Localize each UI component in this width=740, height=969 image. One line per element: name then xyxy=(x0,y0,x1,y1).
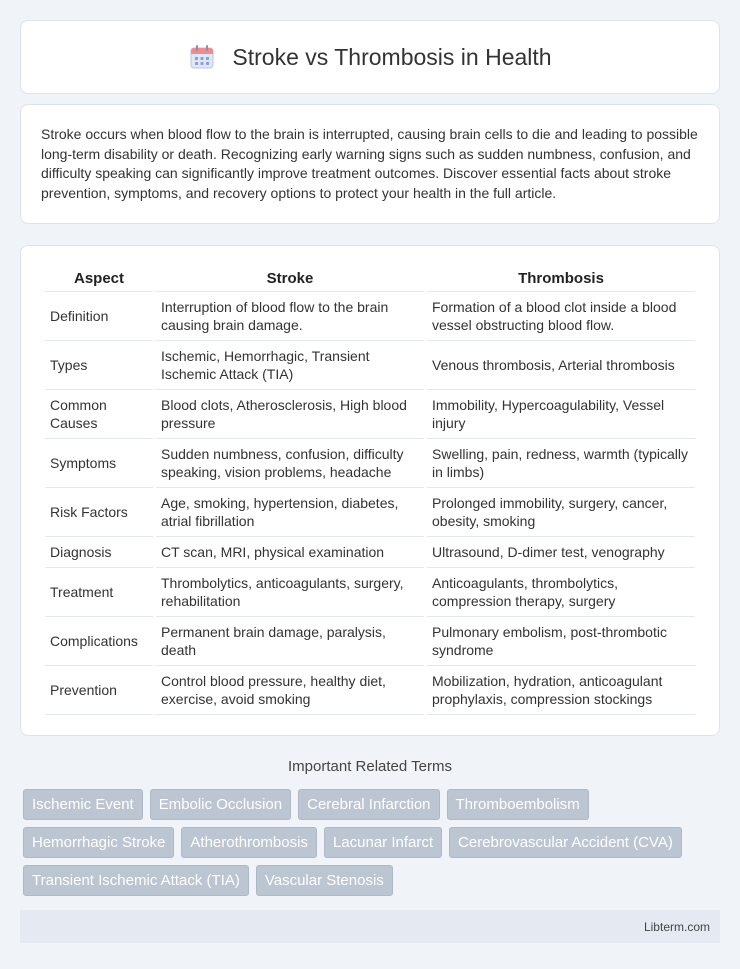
cell-thrombosis: Mobilization, hydration, anticoagulant prophylaxis, compression stockings xyxy=(427,666,695,715)
cell-aspect: Definition xyxy=(45,292,153,341)
table-row xyxy=(45,341,695,390)
cell-thrombosis: Immobility, Hypercoagulability, Vessel injury xyxy=(427,390,695,439)
cell-stroke: Age, smoking, hypertension, diabetes, atrial fibrillation xyxy=(156,488,424,537)
table-row xyxy=(45,390,695,439)
term-tag[interactable]: Transient Ischemic Attack (TIA) xyxy=(23,865,249,896)
term-tag[interactable]: Cerebrovascular Accident (CVA) xyxy=(449,827,682,858)
header-thrombosis: Thrombosis xyxy=(427,266,695,292)
table-header-row xyxy=(45,266,695,292)
cell-stroke: Permanent brain damage, paralysis, death xyxy=(156,617,424,666)
header-aspect: Aspect xyxy=(45,266,153,292)
related-terms-title: Important Related Terms xyxy=(288,758,452,775)
cell-aspect: Complications xyxy=(45,617,153,666)
calendar-icon xyxy=(188,43,216,71)
term-tag[interactable]: Lacunar Infarct xyxy=(324,827,442,858)
cell-stroke: Ischemic, Hemorrhagic, Transient Ischemic Attack (TIA) xyxy=(156,341,424,390)
cell-thrombosis: Venous thrombosis, Arterial thrombosis xyxy=(427,341,695,390)
related-terms-list xyxy=(20,789,720,896)
cell-thrombosis: Swelling, pain, redness, warmth (typically in limbs) xyxy=(427,439,695,488)
cell-thrombosis: Pulmonary embolism, post-thrombotic syndrome xyxy=(427,617,695,666)
cell-thrombosis: Anticoagulants, thrombolytics, compression therapy, surgery xyxy=(427,568,695,617)
term-tag[interactable]: Atherothrombosis xyxy=(181,827,317,858)
table-row xyxy=(45,537,695,568)
term-tag[interactable]: Ischemic Event xyxy=(23,789,143,820)
table-row xyxy=(45,666,695,715)
comparison-table-card xyxy=(20,245,720,736)
table-row xyxy=(45,568,695,617)
term-tag[interactable]: Embolic Occlusion xyxy=(150,789,291,820)
page-title: Stroke vs Thrombosis in Health xyxy=(232,43,552,70)
header-stroke: Stroke xyxy=(156,266,424,292)
title-card xyxy=(20,20,720,94)
cell-stroke: Control blood pressure, healthy diet, exercise, avoid smoking xyxy=(156,666,424,715)
table-row xyxy=(45,292,695,341)
cell-aspect: Common Causes xyxy=(45,390,153,439)
intro-card xyxy=(20,104,720,224)
table-row xyxy=(45,488,695,537)
cell-stroke: Interruption of blood flow to the brain causing brain damage. xyxy=(156,292,424,341)
footer-site-link[interactable]: Libterm.com xyxy=(643,919,710,934)
cell-thrombosis: Prolonged immobility, surgery, cancer, obesity, smoking xyxy=(427,488,695,537)
cell-aspect: Symptoms xyxy=(45,439,153,488)
term-tag[interactable]: Vascular Stenosis xyxy=(256,865,393,896)
term-tag[interactable]: Thromboembolism xyxy=(447,789,589,820)
term-tag[interactable]: Hemorrhagic Stroke xyxy=(23,827,174,858)
cell-aspect: Prevention xyxy=(45,666,153,715)
cell-stroke: Thrombolytics, anticoagulants, surgery, rehabilitation xyxy=(156,568,424,617)
cell-thrombosis: Formation of a blood clot inside a blood vessel obstructing blood flow. xyxy=(427,292,695,341)
cell-thrombosis: Ultrasound, D-dimer test, venography xyxy=(427,537,695,568)
cell-aspect: Risk Factors xyxy=(45,488,153,537)
footer xyxy=(20,910,720,943)
comparison-table xyxy=(42,266,698,715)
cell-aspect: Treatment xyxy=(45,568,153,617)
table-row xyxy=(45,439,695,488)
cell-aspect: Diagnosis xyxy=(45,537,153,568)
intro-text: Stroke occurs when blood flow to the brain is interrupted, causing brain cells to die and leading to possible long-term disability or death. Recognizing early warning signs such as sudden numbness, confusion, and difficulty speaking can significantly improve treatment outcomes. Discover essential facts about stroke prevention, symptoms, and recovery options to protect your health in the full article. xyxy=(41,126,698,201)
table-row xyxy=(45,617,695,666)
term-tag[interactable]: Cerebral Infarction xyxy=(298,789,439,820)
cell-stroke: CT scan, MRI, physical examination xyxy=(156,537,424,568)
cell-aspect: Types xyxy=(45,341,153,390)
cell-stroke: Sudden numbness, confusion, difficulty speaking, vision problems, headache xyxy=(156,439,424,488)
cell-stroke: Blood clots, Atherosclerosis, High blood pressure xyxy=(156,390,424,439)
